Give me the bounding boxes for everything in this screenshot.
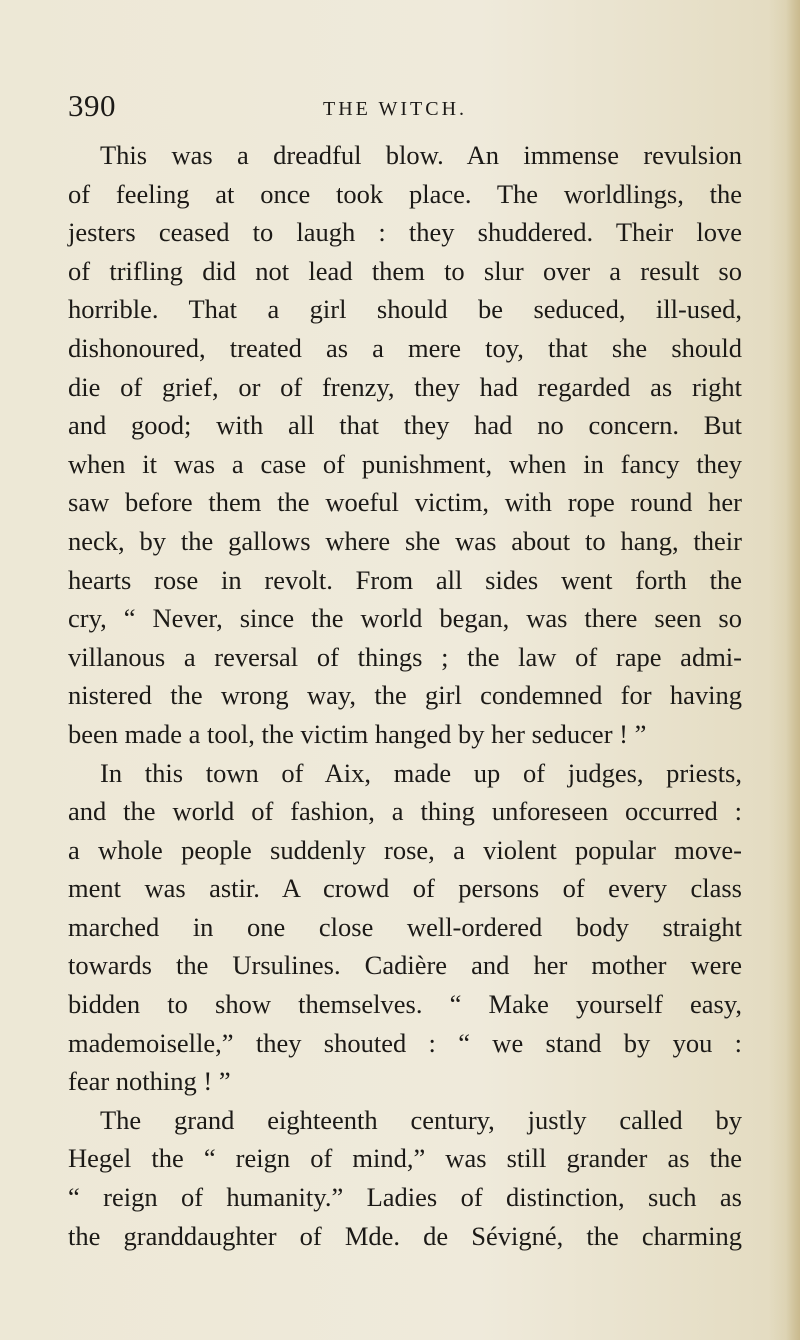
text-line: towards the Ursulines. Cadière and her mother were — [68, 950, 742, 981]
running-head: THE WITCH. — [323, 98, 468, 120]
text-line: of trifling did not lead them to slur over a result so — [68, 255, 742, 286]
text-line: saw before them the woeful victim, with rope round her — [68, 487, 742, 518]
text-line: the granddaughter of Mde. de Sévigné, the charming — [68, 1220, 742, 1251]
text-line: when it was a case of punishment, when in fancy they — [68, 448, 742, 479]
text-line: of feeling at once took place. The worldlings, the — [68, 178, 742, 209]
text-line: and the world of fashion, a thing unforeseen occurred : — [68, 796, 742, 827]
text-line: fear nothing ! ” — [68, 1066, 231, 1097]
text-line: dishonoured, treated as a mere toy, that she should — [68, 332, 742, 363]
text-line: nistered the wrong way, the girl condemned for having — [68, 680, 742, 711]
text-line: cry, “ Never, since the world began, was there seen so — [68, 603, 742, 634]
text-line: bidden to show themselves. “ Make yourself easy, — [68, 989, 742, 1020]
text-line: a whole people suddenly rose, a violent popular move- — [68, 834, 742, 865]
text-line: Hegel the “ reign of mind,” was still grander as the — [68, 1143, 742, 1174]
text-line: mademoiselle,” they shouted : “ we stand by you : — [68, 1027, 742, 1058]
text-line: hearts rose in revolt. From all sides went forth the — [68, 564, 742, 595]
text-line: and good; with all that they had no concern. But — [68, 410, 742, 441]
text-line: The grand eighteenth century, justly called by — [100, 1104, 742, 1135]
text-line: In this town of Aix, made up of judges, priests, — [100, 757, 742, 788]
text-line: jesters ceased to laugh : they shuddered. Their love — [68, 217, 742, 248]
body-text — [68, 136, 742, 1255]
text-line: This was a dreadful blow. An immense revulsion — [100, 140, 742, 170]
text-line: been made a tool, the victim hanged by her seducer ! ” — [68, 718, 647, 749]
text-line: die of grief, or of frenzy, they had regarded as right — [68, 371, 742, 402]
page-number: 390 — [68, 88, 116, 123]
text-line: neck, by the gallows where she was about to hang, their — [68, 525, 742, 556]
text-line: marched in one close well-ordered body straight — [68, 911, 742, 942]
text-line: villanous a reversal of things ; the law of rape admi- — [68, 641, 742, 672]
page-header — [68, 88, 738, 128]
page-edge-shadow — [786, 0, 800, 1340]
text-line: horrible. That a girl should be seduced, ill-used, — [68, 294, 742, 325]
text-line: ment was astir. A crowd of persons of every class — [68, 873, 742, 904]
text-line: “ reign of humanity.” Ladies of distinction, such as — [68, 1182, 742, 1213]
